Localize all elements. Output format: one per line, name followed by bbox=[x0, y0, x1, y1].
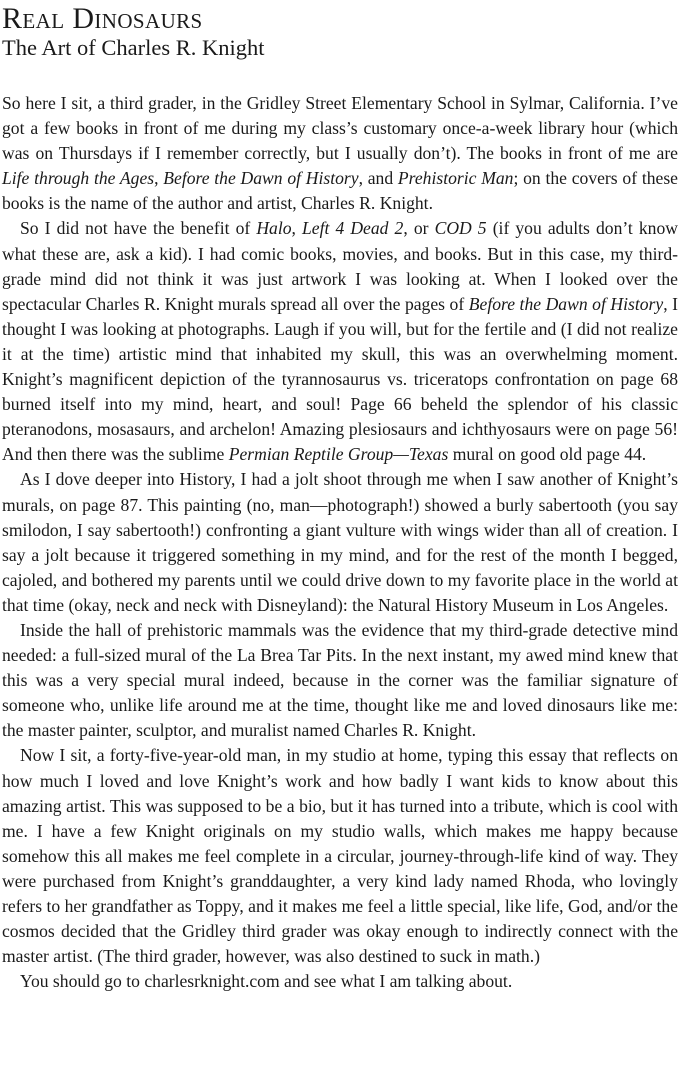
paragraph-text: ; on the covers of these books is the name of the author and artist, Charles R. Knight. bbox=[2, 168, 678, 214]
paragraph-text: Inside the hall of prehistoric mammals was the evidence that my third-grade detective mind needed: a full-sized mural of the La Brea Tar Pits. In the next instant, my awed mind knew that this was a very special mural indeed, because in the corner was the familiar signature of someone who, unlike life around me at the time, thought like me and loved dinosaurs like me: the master painter, sculptor, and muralist named Charles R. Knight. bbox=[2, 619, 678, 741]
page-title: Real Dinosaurs bbox=[2, 2, 203, 35]
paragraph-text: Now I sit, a forty-five-year-old man, in my studio at home, typing this essay that reflects on how much I loved and love Knight’s work and how badly I want kids to know about this amazing artist. This was supposed to be a bio, but it has turned into a tribute, which is cool with me. I have a few Knight originals on my studio walls, which makes me happy because somehow this all makes me feel complete in a circular, journey-through-life kind of way. They were purchased from Knight’s granddaughter, a very kind lady named Rhoda, who lovingly refers to her grandfather as Toppy, and it makes me feel a little special, like life, God, and/or the cosmos decided that the Gridley third grader was okay enough to indirectly connect with the master artist. (The third grader, however, was also destined to suck in math.) bbox=[2, 745, 678, 967]
page-subtitle: The Art of Charles R. Knight bbox=[2, 35, 265, 60]
paragraph-text: , I thought I was looking at photographs. Laugh if you will, but for the fertile and (I did not realize it at the time) artistic mind that inhabited my skull, this was an overwhelming moment. Knight’s magnificent depiction of the tyrannosaurus vs. triceratops confrontation on page 68 burned itself into my mind, heart, and soul! Page 66 beheld the splendor of his classic pteranodons, mosasaurs, and archelon! Amazing plesiosaurs and ichthyosaurs were on page 56! And then there was the sublime bbox=[2, 293, 679, 465]
italic-title-text: COD 5 bbox=[434, 218, 487, 239]
paragraph-text: So I did not have the benefit of bbox=[20, 218, 257, 239]
paragraph-text: , and bbox=[358, 168, 398, 189]
paragraph-text: , or bbox=[403, 218, 435, 239]
paragraph bbox=[2, 467, 678, 618]
paragraph bbox=[2, 91, 678, 216]
paragraph-text: , bbox=[291, 218, 302, 239]
document-page bbox=[0, 4, 680, 1068]
paragraph bbox=[2, 969, 678, 994]
paragraph bbox=[2, 216, 678, 467]
italic-title-text: Halo bbox=[256, 218, 292, 239]
italic-title-text: Before the Dawn of History bbox=[468, 293, 664, 314]
italic-title-text: Permian Reptile Group—Texas bbox=[228, 444, 449, 465]
paragraph-text: As I dove deeper into History, I had a jolt shoot through me when I saw another of Knight’s murals, on page 87. This painting (no, man—photograph!) showed a burly sabertooth (you say smilodon, I say sabertooth!) confronting a giant vulture with wings wider than all of creation. I say a jolt because it triggered something in my mind, and for the rest of the month I begged, cajoled, and bothered my parents until we could drive down to my favorite place in the world at that time (okay, neck and neck with Disneyland): the Natural History Museum in Los Angeles. bbox=[2, 469, 678, 615]
paragraph-text: mural on good old page 44. bbox=[448, 444, 647, 465]
paragraph-text: You should go to charlesrknight.com and see what I am talking about. bbox=[20, 971, 513, 992]
essay-body bbox=[2, 91, 678, 994]
italic-title-text: Prehistoric Man bbox=[397, 168, 514, 189]
italic-title-text: Left 4 Dead 2 bbox=[302, 218, 404, 239]
paragraph-text: So here I sit, a third grader, in the Gridley Street Elementary School in Sylmar, California. I’ve got a few books in front of me during my class’s customary once-a-week library hour (which was on Thursdays if I remember correctly, but I usually don’t). The books in front of me are bbox=[2, 93, 678, 164]
italic-title-text: Life through the Ages bbox=[2, 168, 155, 189]
paragraph bbox=[2, 618, 678, 743]
paragraph bbox=[2, 743, 678, 969]
italic-title-text: Before the Dawn of History bbox=[163, 168, 359, 189]
paragraph-text: , bbox=[154, 168, 164, 189]
paragraph-text: (if you adults don’t know what these are, ask a kid). I had comic books, movies, and books. But in this case, my third-grade mind did not think it was just artwork I was looking at. When I looked over the spectacular Charles R. Knight murals spread all over the pages of bbox=[2, 218, 678, 314]
